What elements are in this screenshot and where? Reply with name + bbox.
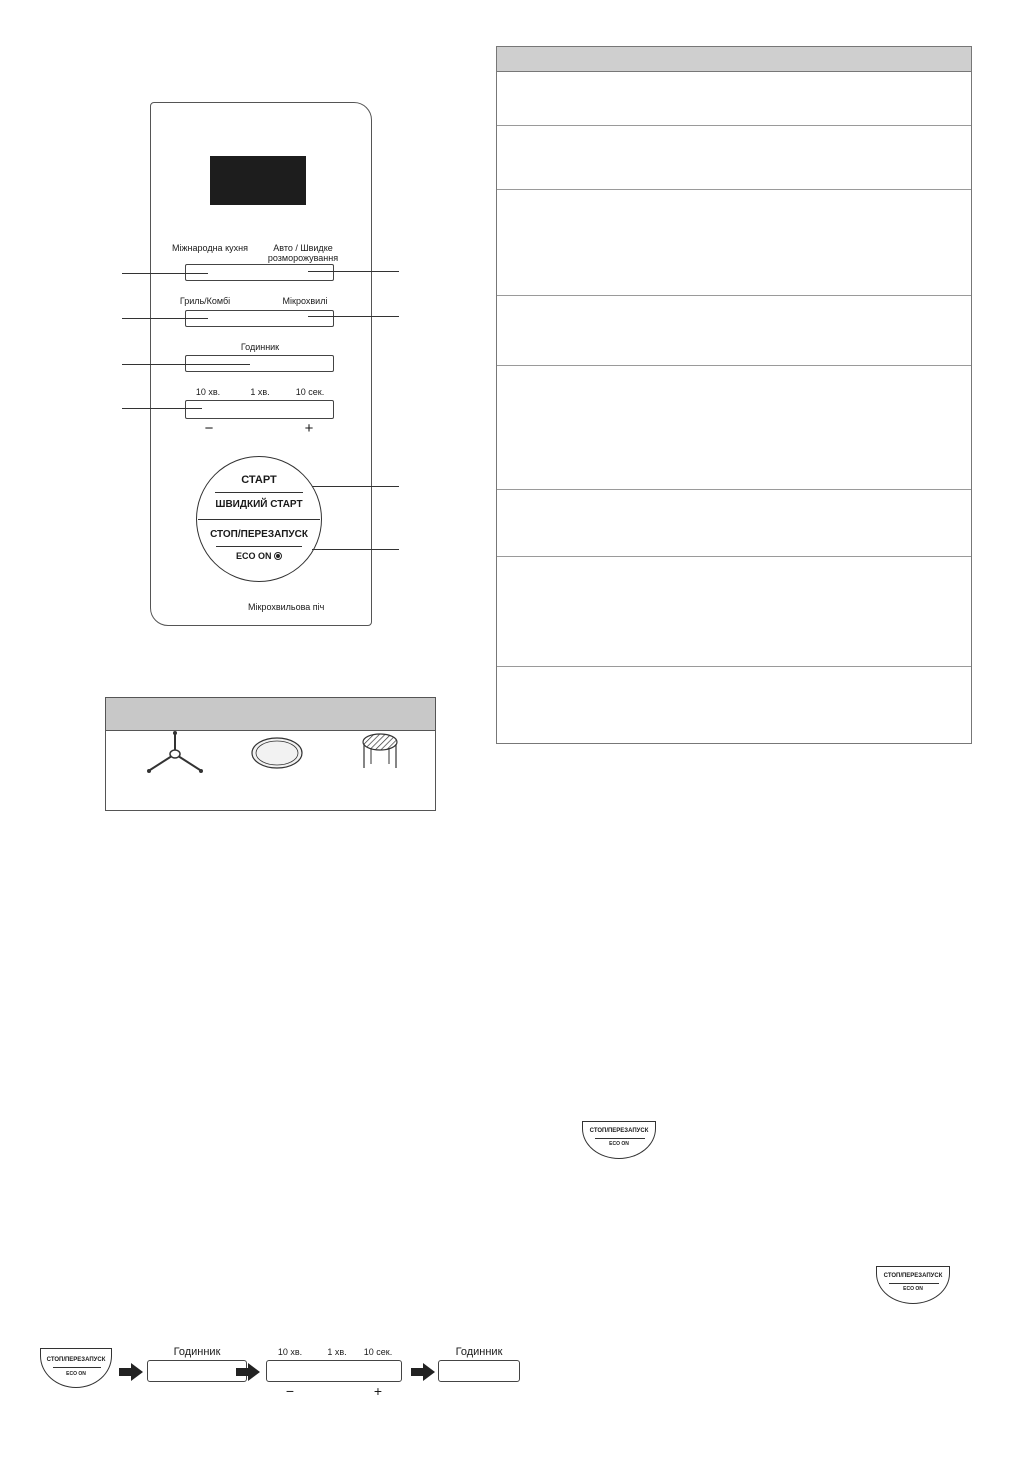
label-grill-combi: Гриль/Комбі (179, 296, 231, 306)
divider (216, 546, 302, 547)
mini-eco-label: ECO ON (66, 1371, 86, 1377)
table-row-divider (497, 295, 971, 296)
stop-reset-button-icon (876, 1266, 950, 1304)
table-row-divider (497, 189, 971, 190)
wire-rack-icon (355, 730, 405, 772)
label-1min: 1 хв. (250, 387, 270, 397)
leader-line (308, 271, 399, 272)
mini-eco-label: ECO ON (903, 1286, 923, 1292)
label-10min: 10 хв. (195, 387, 221, 397)
mini-stop-label: СТОП/ПЕРЕЗАПУСК (589, 1128, 649, 1134)
function-table (496, 46, 972, 744)
plus-sign: + (304, 420, 314, 437)
stop-reset-button-icon (40, 1348, 112, 1388)
label-auto-defrost: Авто / Швидке розморожування (267, 243, 339, 263)
seq-plus-sign: + (373, 1383, 383, 1399)
display-screen (210, 156, 306, 205)
time-set-key[interactable] (185, 400, 334, 419)
label-international-cuisine: Міжнародна кухня (172, 243, 248, 253)
arrow-right-icon (236, 1363, 260, 1381)
leader-line (122, 408, 202, 409)
eco-icon (274, 552, 282, 560)
mini-eco-label: ECO ON (609, 1141, 629, 1147)
leader-line (122, 318, 208, 319)
seq-10min-label: 10 хв. (277, 1347, 303, 1357)
eco-on-row (236, 551, 286, 561)
table-row-divider (497, 125, 971, 126)
seq-clock2-key (438, 1360, 520, 1382)
seq-clock-label: Годинник (173, 1346, 221, 1358)
label-10sec: 10 сек. (295, 387, 325, 397)
seq-clock2-label: Годинник (455, 1346, 503, 1358)
seq-1min-label: 1 хв. (327, 1347, 347, 1357)
seq-clock-key (147, 1360, 247, 1382)
stop-reset-label: СТОП/ПЕРЕЗАПУСК (210, 529, 308, 540)
stop-reset-button-icon (582, 1121, 656, 1159)
leader-line (312, 486, 399, 487)
table-row-divider (497, 666, 971, 667)
eco-on-label: ECO ON (236, 551, 272, 561)
roller-ring-icon (140, 730, 210, 776)
arrow-right-icon (411, 1363, 435, 1381)
table-row-divider (497, 365, 971, 366)
divider (215, 492, 303, 493)
glass-tray-icon (250, 736, 304, 770)
mini-stop-label: СТОП/ПЕРЕЗАПУСК (46, 1357, 106, 1363)
arrow-right-icon (119, 1363, 143, 1381)
divider (198, 519, 320, 520)
leader-line (122, 273, 208, 274)
product-name: Мікрохвильова піч (248, 602, 325, 612)
leader-line (308, 316, 399, 317)
leader-line (122, 364, 250, 365)
label-microwave: Мікрохвилі (282, 296, 328, 306)
seq-10sec-label: 10 сек. (363, 1347, 393, 1357)
mini-stop-label: СТОП/ПЕРЕЗАПУСК (883, 1273, 943, 1279)
divider (889, 1283, 939, 1284)
divider (53, 1367, 101, 1368)
leader-line (312, 549, 399, 550)
label-clock: Годинник (240, 342, 280, 352)
minus-sign: − (204, 420, 214, 437)
seq-time-key (266, 1360, 402, 1382)
seq-minus-sign: − (285, 1383, 295, 1399)
start-label: СТАРТ (241, 474, 277, 486)
table-row-divider (497, 556, 971, 557)
function-table-header (497, 47, 971, 72)
quick-start-label: ШВИДКИЙ СТАРТ (215, 499, 303, 510)
table-row-divider (497, 489, 971, 490)
accessories-header (106, 698, 435, 731)
divider (595, 1138, 645, 1139)
